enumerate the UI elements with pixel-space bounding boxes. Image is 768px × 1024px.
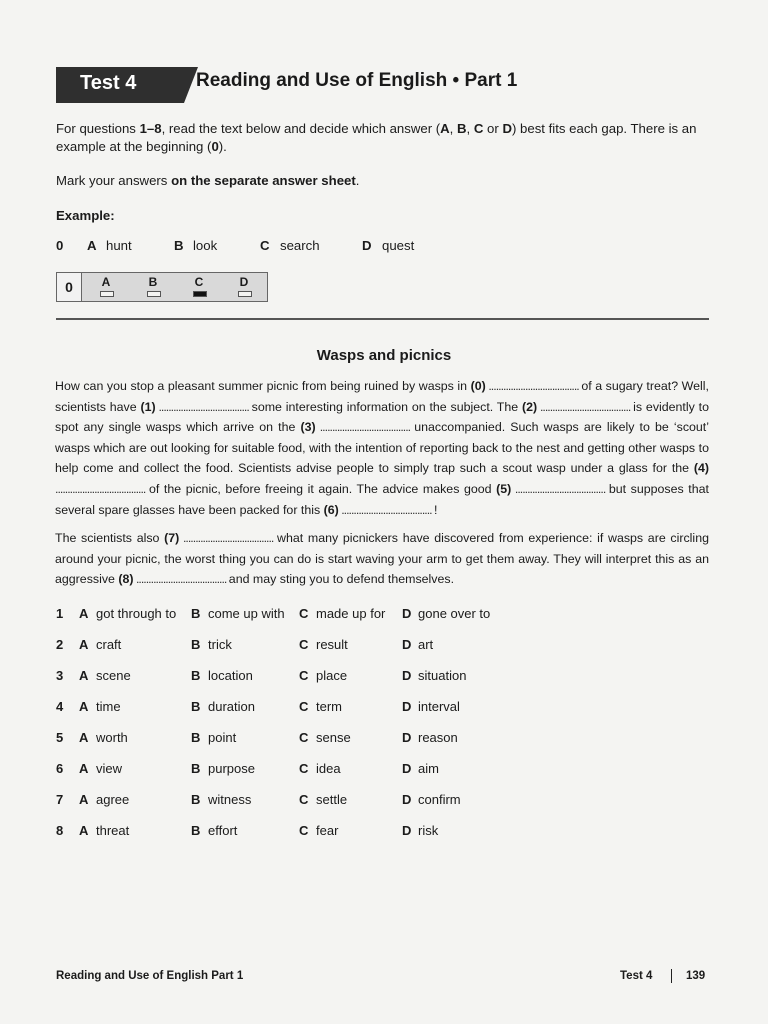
option-letter-d: D [402, 761, 412, 776]
answer-sheet-letter-c: C [194, 275, 204, 289]
option-text-a: got through to [96, 606, 177, 621]
article-paragraph-1 [55, 376, 709, 520]
question-number: 7 [56, 792, 64, 807]
option-text-d: situation [418, 668, 467, 683]
article-text: is evidently to spot any single wasps which arrive on the [55, 399, 709, 435]
footer-test-label: Test 4 [620, 970, 653, 982]
gap-blank: ..................................... [155, 399, 252, 414]
instr-text: For questions [56, 121, 140, 136]
option-letter-d: D [402, 792, 412, 807]
option-text-b: point [208, 730, 237, 745]
article-title: Wasps and picnics [316, 347, 452, 364]
option-text-b: trick [208, 637, 232, 652]
footer-section-label: Reading and Use of English Part 1 [56, 970, 244, 982]
gap-number: (6) [323, 502, 339, 517]
instr-text: , [466, 121, 474, 136]
test-number-label: Test 4 [80, 72, 137, 94]
footer-divider [671, 969, 672, 983]
option-text-d: gone over to [418, 606, 491, 621]
option-letter-d: D [402, 606, 412, 621]
answer-bubble-d [238, 291, 252, 297]
answer-sheet-letter-a: A [101, 275, 111, 289]
option-text-a: agree [96, 792, 130, 807]
option-letter-d: D [402, 668, 412, 683]
article-text: what many picnickers have discovered from experience: if wasps are circling around your picnic, the worst thing you can do is start waving your arm to get them away. They will interpret this as an aggressive [55, 531, 709, 587]
article-text: ! [434, 502, 438, 517]
example-letter-d: D [362, 238, 372, 253]
option-letter-b: B [191, 699, 201, 714]
answer-sheet-number: 0 [57, 273, 82, 301]
option-text-c: place [316, 668, 348, 683]
gap-blank: ..................................... [179, 531, 278, 546]
instr-bold: 1–8 [139, 121, 162, 136]
answer-bubble-b [147, 291, 161, 297]
option-text-b: effort [208, 823, 238, 838]
gap-blank: ..................................... [133, 572, 229, 587]
gap-number: (8) [118, 572, 134, 587]
instr-text: ). [218, 139, 227, 154]
option-text-c: term [316, 699, 342, 714]
article-text: How can you stop a pleasant summer picnic from being ruined by wasps in [55, 379, 471, 393]
option-letter-b: B [191, 730, 201, 745]
article-paragraph-2 [55, 528, 709, 590]
option-letter-a: A [79, 699, 89, 714]
option-letter-d: D [402, 823, 412, 838]
section-divider [56, 318, 709, 320]
option-text-d: art [418, 637, 434, 652]
option-letter-a: A [79, 637, 89, 652]
option-text-a: worth [96, 730, 128, 745]
instr-text: or [483, 121, 503, 136]
option-text-d: interval [418, 699, 460, 714]
gap-number: (5) [496, 481, 512, 496]
example-label: Example: [56, 208, 115, 223]
option-letter-b: B [191, 823, 201, 838]
example-option-c: search [280, 238, 320, 253]
option-letter-b: B [191, 637, 201, 652]
gap-blank: ..................................... [315, 420, 415, 435]
gap-number: (1) [140, 399, 156, 414]
instr-bold: 0 [211, 139, 219, 154]
test-number-tab [56, 67, 184, 103]
option-text-c: idea [316, 761, 341, 776]
option-letter-d: D [402, 699, 412, 714]
instr-bold: C [473, 121, 484, 136]
option-text-c: result [316, 637, 348, 652]
article-text: and may sting you to defend themselves. [228, 572, 455, 587]
answer-sheet-letter-b: B [148, 275, 158, 289]
answer-bubble-c-filled [193, 291, 207, 297]
instructions-paragraph [56, 120, 716, 156]
instr-text: ) best fits each gap. There is an example at the beginning ( [56, 121, 697, 154]
gap-blank: ..................................... [537, 399, 634, 414]
option-letter-d: D [402, 730, 412, 745]
option-text-d: aim [418, 761, 439, 776]
article-text: unaccompanied. Such wasps are likely to be ‘scout’ wasps which are out looking for suitable food, with the intention of reporting back to the nest and getting other wasps to help come and collect the food. Scientists advise people to simply trap such a scout wasp under a glass for the [55, 420, 709, 476]
option-text-c: made up for [316, 606, 386, 621]
question-number: 3 [56, 668, 64, 683]
question-number: 2 [56, 637, 64, 652]
article-text: of the picnic, before freeing it again. The advice makes good [148, 481, 497, 496]
gap-blank: ..................................... [55, 481, 149, 496]
article-text: The scientists also [55, 531, 165, 546]
option-text-d: risk [418, 823, 439, 838]
example-option-d: quest [382, 238, 415, 253]
gap-number: (4) [693, 461, 709, 476]
option-letter-b: B [191, 761, 201, 776]
option-text-a: craft [96, 637, 122, 652]
gap-blank: ..................................... [511, 481, 609, 496]
page-title: Reading and Use of English • Part 1 [196, 70, 518, 91]
option-text-d: reason [418, 730, 458, 745]
option-letter-a: A [79, 606, 89, 621]
gap-blank: ..................................... [485, 379, 582, 393]
option-letter-b: B [191, 606, 201, 621]
option-letter-c: C [299, 637, 309, 652]
option-letter-c: C [299, 823, 309, 838]
gap-blank: ..................................... [338, 502, 435, 517]
article-text: but supposes that several spare glasses have been packed for this [55, 481, 709, 517]
option-letter-a: A [79, 823, 89, 838]
option-text-c: sense [316, 730, 351, 745]
answer-bubble-a [100, 291, 114, 297]
answer-sheet-letter-d: D [239, 275, 249, 289]
option-letter-c: C [299, 699, 309, 714]
instr-text: , [449, 121, 457, 136]
option-letter-c: C [299, 730, 309, 745]
option-text-a: view [96, 761, 123, 776]
gap-number: (3) [300, 420, 316, 435]
option-text-b: location [208, 668, 253, 683]
instructions-answer-sheet [56, 172, 716, 190]
example-number: 0 [56, 238, 64, 253]
example-letter-c: C [260, 238, 270, 253]
option-letter-c: C [299, 606, 309, 621]
option-letter-b: B [191, 668, 201, 683]
instr-bold: A [440, 121, 450, 136]
option-text-b: duration [208, 699, 255, 714]
option-text-d: confirm [418, 792, 461, 807]
instr-bold: D [502, 121, 512, 136]
option-letter-a: A [79, 730, 89, 745]
article-text: of a sugary treat? Well, scientists have [55, 379, 709, 414]
article-body [55, 376, 709, 590]
instr-text: Mark your answers [56, 173, 172, 188]
option-letter-a: A [79, 761, 89, 776]
answer-sheet-example [56, 272, 268, 302]
question-number: 4 [56, 699, 64, 714]
option-text-b: come up with [208, 606, 285, 621]
option-text-b: witness [208, 792, 252, 807]
instr-text: , read the text below and decide which answer ( [161, 121, 441, 136]
option-text-b: purpose [208, 761, 255, 776]
option-letter-b: B [191, 792, 201, 807]
example-option-b: look [193, 238, 218, 253]
option-text-a: time [96, 699, 121, 714]
gap-number: (7) [164, 531, 180, 546]
option-text-a: scene [96, 668, 131, 683]
gap-number: (0) [470, 379, 486, 393]
example-letter-b: B [174, 238, 184, 253]
option-text-c: fear [316, 823, 339, 838]
question-number: 8 [56, 823, 64, 838]
option-letter-c: C [299, 668, 309, 683]
option-letter-c: C [299, 792, 309, 807]
option-letter-d: D [402, 637, 412, 652]
instr-bold: B [457, 121, 467, 136]
page-number: 139 [686, 970, 706, 982]
example-option-a: hunt [106, 238, 132, 253]
option-text-a: threat [96, 823, 130, 838]
option-letter-a: A [79, 792, 89, 807]
gap-number: (2) [521, 399, 538, 414]
option-letter-c: C [299, 761, 309, 776]
instr-text: . [355, 173, 360, 188]
option-text-c: settle [316, 792, 348, 807]
question-number: 6 [56, 761, 64, 776]
option-letter-a: A [79, 668, 89, 683]
example-letter-a: A [87, 238, 97, 253]
question-number: 1 [56, 606, 64, 621]
instr-bold: on the separate answer sheet [171, 173, 356, 188]
article-text: some interesting information on the subject. The [251, 399, 522, 414]
question-number: 5 [56, 730, 64, 745]
